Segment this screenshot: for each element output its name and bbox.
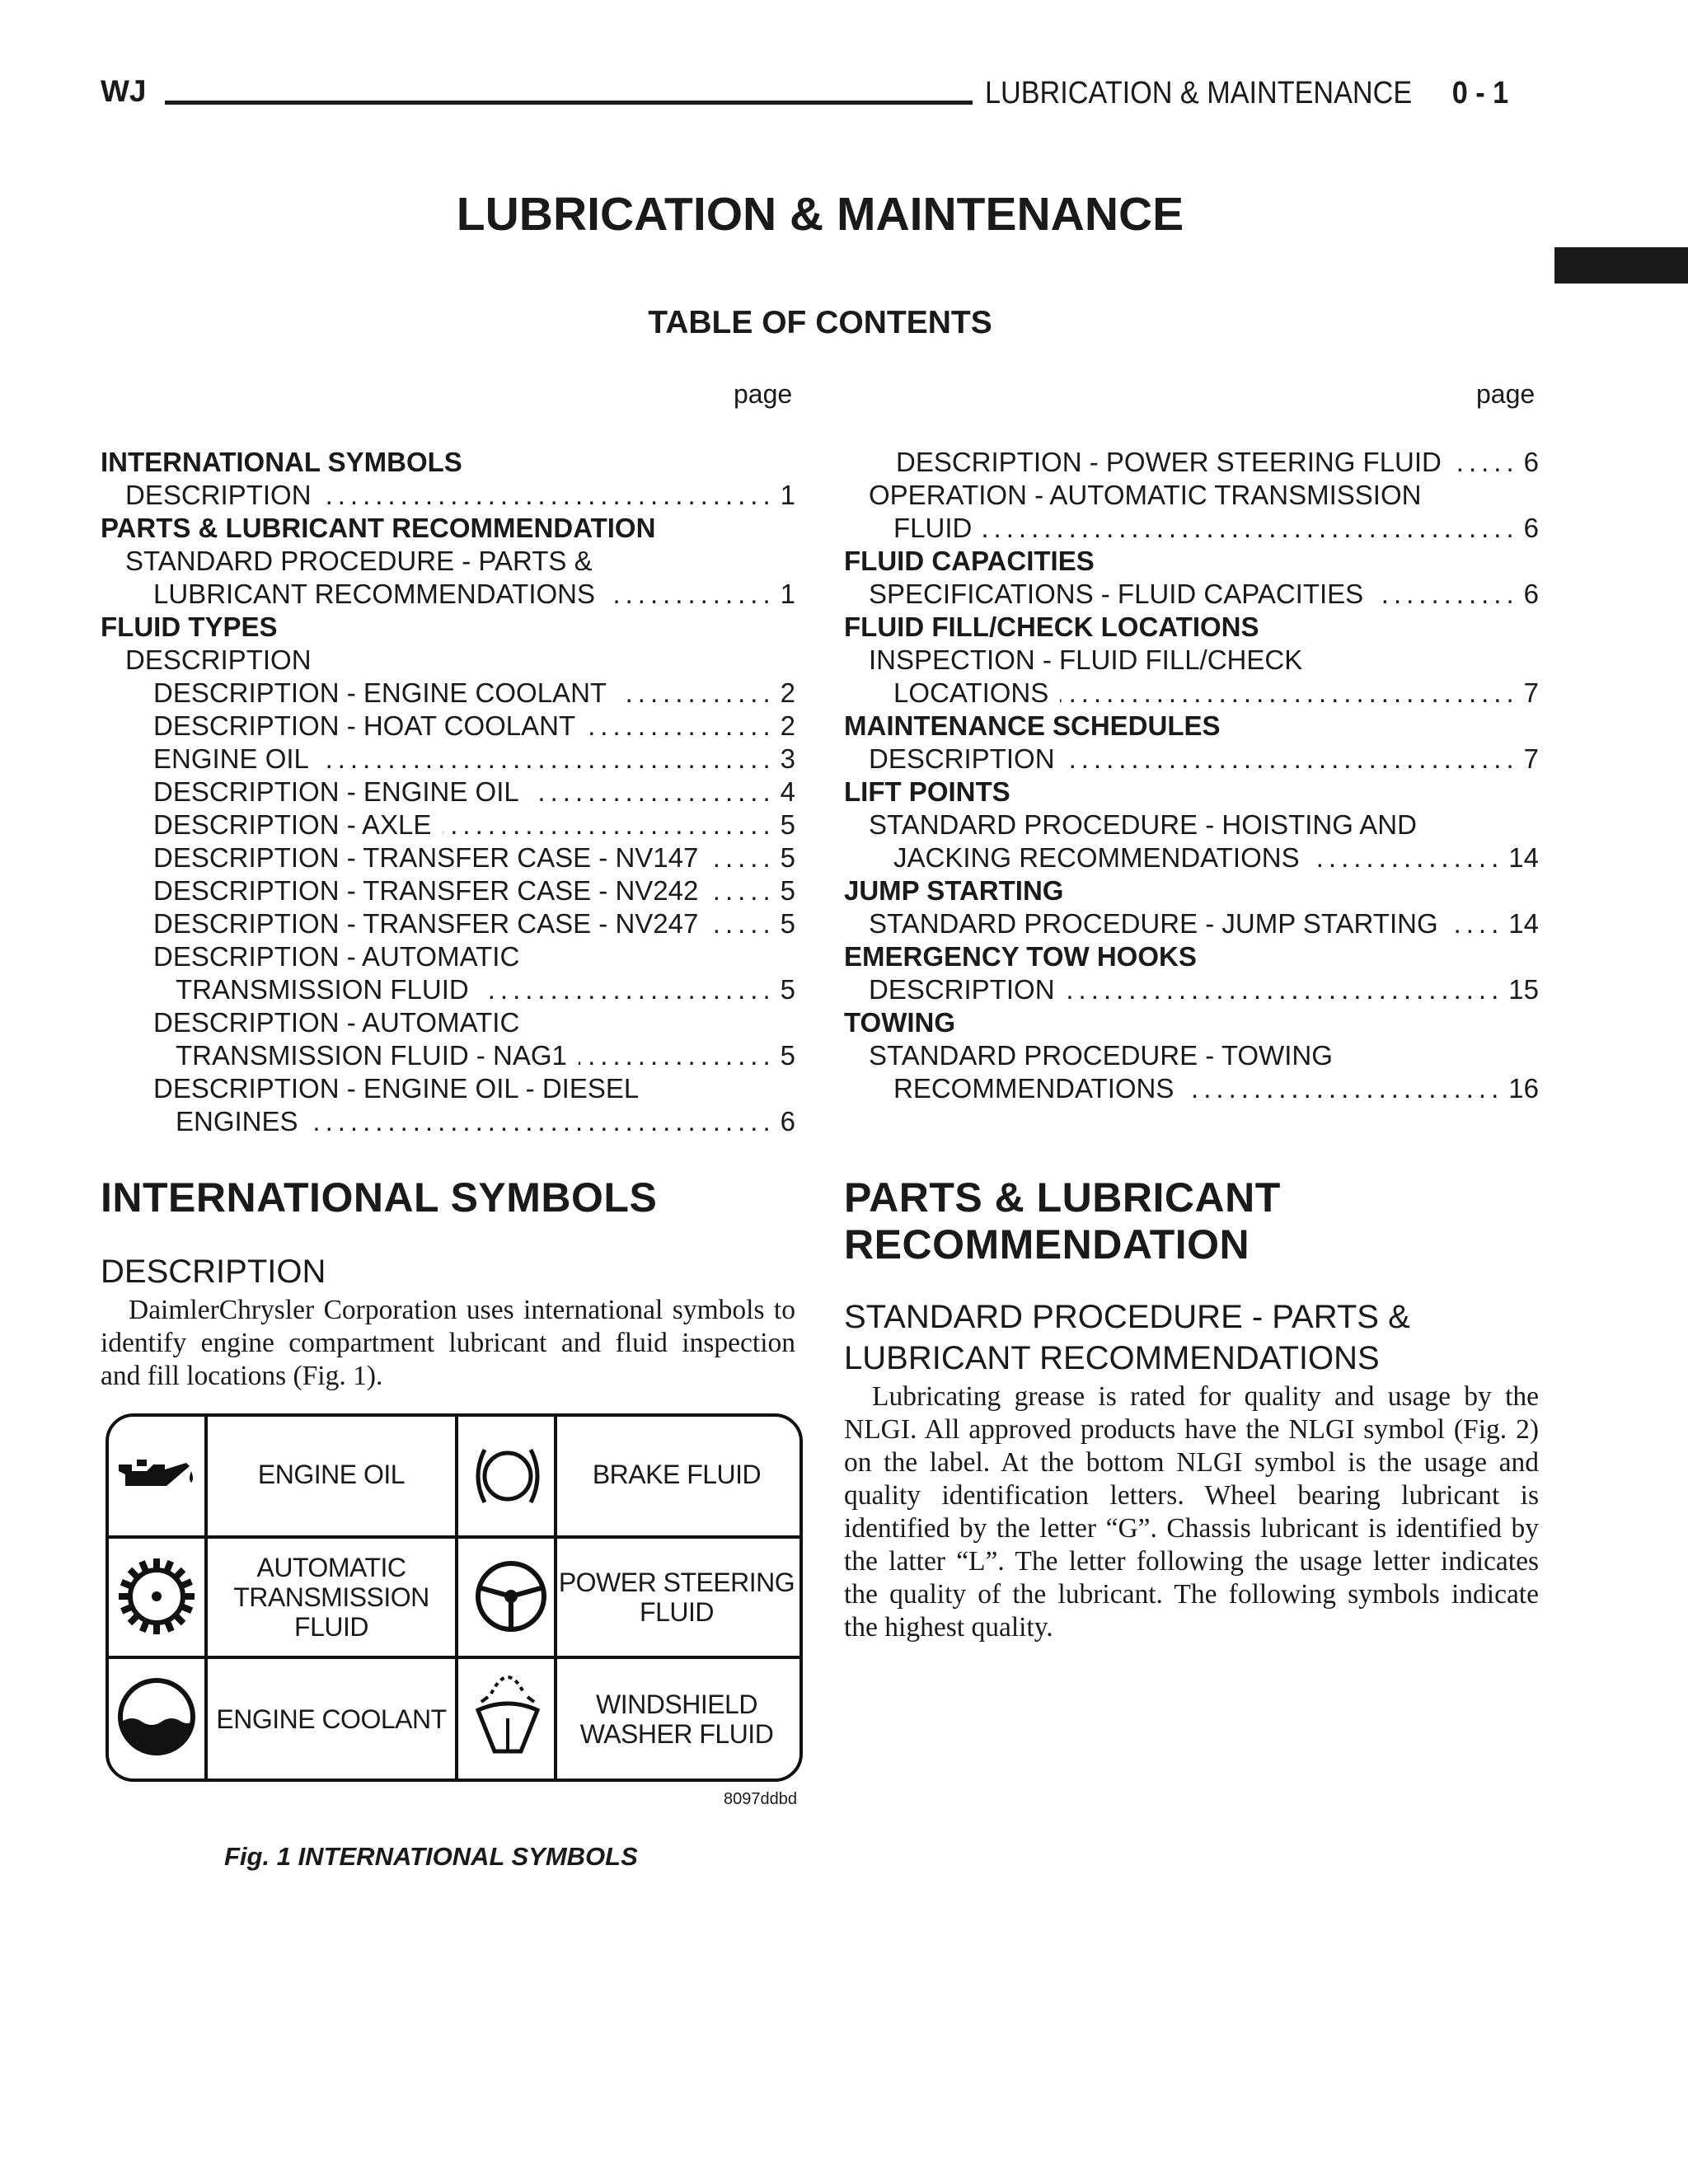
toc-entry xyxy=(844,545,1539,578)
oil-can-icon xyxy=(114,1446,199,1504)
toc-page-column-label: page xyxy=(1476,379,1536,409)
toc-entry-title: FLUID TYPES xyxy=(101,612,278,642)
toc-entry-page: 4 xyxy=(780,776,795,807)
toc-entry xyxy=(101,874,795,907)
toc-entry-title: DESCRIPTION - TRANSFER CASE - NV242 xyxy=(153,875,699,906)
section-tab-marker xyxy=(1554,247,1688,284)
toc-entry-title: DESCRIPTION - AUTOMATIC xyxy=(153,1007,520,1038)
toc-entry-title: DESCRIPTION xyxy=(125,480,312,510)
toc-entry-page: 5 xyxy=(780,875,795,906)
toc-entry xyxy=(844,808,1539,841)
toc-entry-title: DESCRIPTION - HOAT COOLANT xyxy=(153,710,576,741)
toc-entry-page: 5 xyxy=(780,809,795,840)
toc-entry xyxy=(101,1006,795,1039)
toc-entry xyxy=(844,611,1539,644)
toc-entry-page: 7 xyxy=(1523,677,1539,708)
toc-entry xyxy=(844,677,1539,710)
header-section xyxy=(985,76,1509,110)
figure-caption: Fig. 1 INTERNATIONAL SYMBOLS xyxy=(224,1842,638,1871)
toc-left-column xyxy=(101,446,795,1138)
steering-wheel-icon xyxy=(473,1558,549,1634)
toc-entry xyxy=(844,907,1539,940)
toc-entry xyxy=(101,743,795,776)
toc-entry-title: TOWING xyxy=(844,1007,956,1038)
toc-entry xyxy=(101,973,795,1006)
label-windshield-washer-fluid: WINDSHIELD WASHER FLUID xyxy=(579,1689,774,1749)
toc-entry-page: 14 xyxy=(1508,842,1539,873)
toc-dot-leader xyxy=(1450,907,1504,940)
toc-entry-title: JUMP STARTING xyxy=(844,875,1064,906)
toc-dot-leader xyxy=(587,710,775,743)
toc-dot-leader xyxy=(618,677,776,710)
toc-dot-leader xyxy=(710,841,775,874)
body-paragraph-parts-lubricant: Lubricating grease is rated for quality and usage by the NLGI. All approved products have the NLGI symbol (Fig. 2) on the label. At the bottom NLGI symbol is the usage and quality identification letters. Wheel bearing lubricant is identified by the letter “G”. Chassis lubricant is identified by the latter “L”. The letter following the usage letter indicates the quality of the lubricant. The following symbols indicate the highest quality. xyxy=(844,1381,1539,1643)
toc-entry-title: RECOMMENDATIONS xyxy=(893,1073,1175,1104)
header-section-title: LUBRICATION & MAINTENANCE xyxy=(985,76,1413,110)
toc-entry-page: 6 xyxy=(1523,579,1539,609)
toc-dot-leader xyxy=(607,578,776,611)
figure-code: 8097ddbd xyxy=(724,1790,797,1808)
toc-page-column-label: page xyxy=(734,379,793,409)
toc-entry-page: 6 xyxy=(1523,447,1539,477)
header-page-number: 0 - 1 xyxy=(1451,76,1509,110)
toc-entry xyxy=(101,644,795,677)
toc-entry-title: DESCRIPTION xyxy=(869,974,1055,1005)
section-heading-parts-lubricant: PARTS & LUBRICANT RECOMMENDATION xyxy=(844,1174,1281,1268)
toc-entry-title: SPECIFICATIONS - FLUID CAPACITIES xyxy=(869,579,1364,609)
toc-entry-page: 1 xyxy=(780,579,795,609)
toc-entry-title: STANDARD PROCEDURE - TOWING xyxy=(869,1040,1333,1071)
toc-entry-title: INTERNATIONAL SYMBOLS xyxy=(101,447,462,477)
toc-dot-leader xyxy=(1067,973,1504,1006)
toc-entry-page: 5 xyxy=(780,842,795,873)
toc-entry xyxy=(844,512,1539,545)
toc-entry xyxy=(101,841,795,874)
toc-entry xyxy=(844,940,1539,973)
toc-dot-leader xyxy=(531,776,776,808)
toc-entry xyxy=(844,710,1539,743)
header-rule xyxy=(165,101,973,105)
toc-entry-title: OPERATION - AUTOMATIC TRANSMISSION xyxy=(869,480,1422,510)
toc-dot-leader xyxy=(1060,677,1518,710)
toc-entry-title: DESCRIPTION xyxy=(869,743,1055,774)
toc-dot-leader xyxy=(983,512,1518,545)
toc-dot-leader xyxy=(481,973,776,1006)
header-model: WJ xyxy=(101,74,147,108)
toc-entry-page: 6 xyxy=(1523,513,1539,543)
figure-grid-line xyxy=(455,1413,458,1782)
toc-entry-page: 14 xyxy=(1508,908,1539,939)
toc-entry-title: LUBRICANT RECOMMENDATIONS xyxy=(153,579,595,609)
toc-entry-title: DESCRIPTION - ENGINE COOLANT xyxy=(153,677,607,708)
subheading-standard-procedure: STANDARD PROCEDURE - PARTS & LUBRICANT RECOMMENDATIONS xyxy=(844,1299,1410,1376)
toc-entry-title: ENGINES xyxy=(176,1106,298,1137)
subheading-description: DESCRIPTION xyxy=(101,1254,326,1290)
toc-entry-title: STANDARD PROCEDURE - JUMP STARTING xyxy=(869,908,1438,939)
toc-entry-title: DESCRIPTION - TRANSFER CASE - NV247 xyxy=(153,908,699,939)
toc-entry-page: 5 xyxy=(780,908,795,939)
toc-entry xyxy=(844,644,1539,677)
gear-icon xyxy=(114,1554,199,1639)
toc-entry-title: INSPECTION - FLUID FILL/CHECK xyxy=(869,644,1303,675)
toc-entry-title: DESCRIPTION - POWER STEERING FLUID xyxy=(896,447,1442,477)
toc-entry xyxy=(101,677,795,710)
toc-right-column xyxy=(844,446,1539,1105)
toc-entry xyxy=(844,973,1539,1006)
toc-entry-title: DESCRIPTION - AUTOMATIC xyxy=(153,941,520,972)
toc-entry-page: 16 xyxy=(1508,1073,1539,1104)
toc-entry-page: 3 xyxy=(780,743,795,774)
toc-entry-title: TRANSMISSION FLUID xyxy=(176,974,469,1005)
toc-heading: TABLE OF CONTENTS xyxy=(648,305,992,340)
label-automatic-transmission-fluid: AUTOMATIC TRANSMISSION FLUID xyxy=(233,1553,429,1642)
toc-dot-leader xyxy=(323,479,776,512)
toc-entry-title: FLUID xyxy=(893,513,973,543)
toc-entry xyxy=(101,710,795,743)
label-engine-coolant: ENGINE COOLANT xyxy=(216,1704,447,1734)
toc-dot-leader xyxy=(321,743,776,776)
toc-entry xyxy=(844,841,1539,874)
toc-entry-title: FLUID FILL/CHECK LOCATIONS xyxy=(844,612,1259,642)
washer-icon xyxy=(467,1669,549,1760)
toc-entry xyxy=(844,1006,1539,1039)
toc-entry xyxy=(101,776,795,808)
toc-entry-page: 6 xyxy=(780,1106,795,1137)
toc-entry-title: DESCRIPTION - TRANSFER CASE - NV147 xyxy=(153,842,699,873)
toc-entry xyxy=(101,446,795,479)
toc-dot-leader xyxy=(1311,841,1504,874)
toc-entry-title: JACKING RECOMMENDATIONS xyxy=(893,842,1300,873)
toc-entry-page: 2 xyxy=(780,710,795,741)
toc-entry xyxy=(101,611,795,644)
toc-entry xyxy=(844,578,1539,611)
toc-entry-page: 5 xyxy=(780,1040,795,1071)
toc-entry xyxy=(101,940,795,973)
toc-dot-leader xyxy=(1185,1072,1503,1105)
toc-entry xyxy=(101,512,795,545)
toc-entry xyxy=(844,446,1539,479)
toc-entry-title: MAINTENANCE SCHEDULES xyxy=(844,710,1221,741)
toc-dot-leader xyxy=(579,1039,776,1072)
brake-icon xyxy=(467,1435,549,1517)
toc-entry xyxy=(101,1105,795,1138)
toc-entry-page: 15 xyxy=(1508,974,1539,1005)
section-heading-international-symbols: INTERNATIONAL SYMBOLS xyxy=(101,1174,658,1221)
toc-dot-leader xyxy=(710,907,775,940)
toc-dot-leader xyxy=(310,1105,776,1138)
toc-dot-leader xyxy=(1453,446,1519,479)
label-power-steering-fluid: POWER STEERING FLUID xyxy=(558,1568,795,1627)
toc-dot-leader xyxy=(1067,743,1519,776)
toc-entry-title: PARTS & LUBRICANT RECOMMENDATION xyxy=(101,513,656,543)
toc-entry xyxy=(101,1072,795,1105)
toc-entry-page: 5 xyxy=(780,974,795,1005)
toc-entry-page: 2 xyxy=(780,677,795,708)
toc-entry-title: DESCRIPTION - ENGINE OIL - DIESEL xyxy=(153,1073,640,1104)
toc-entry xyxy=(844,776,1539,808)
toc-entry-page: 1 xyxy=(780,480,795,510)
toc-entry xyxy=(844,479,1539,512)
toc-dot-leader xyxy=(443,808,775,841)
toc-entry xyxy=(101,578,795,611)
body-paragraph-international-symbols: DaimlerChrysler Corporation uses international symbols to identify engine compartment lubricant and fluid inspection and fill locations (Fig. 1). xyxy=(101,1295,795,1391)
toc-entry xyxy=(101,808,795,841)
toc-entry-title: EMERGENCY TOW HOOKS xyxy=(844,941,1197,972)
label-engine-oil: ENGINE OIL xyxy=(257,1460,406,1489)
toc-dot-leader xyxy=(710,874,775,907)
toc-entry xyxy=(101,545,795,578)
toc-entry xyxy=(844,1039,1539,1072)
toc-entry-title: LOCATIONS xyxy=(893,677,1049,708)
coolant-icon xyxy=(115,1675,198,1758)
toc-entry-title: STANDARD PROCEDURE - HOISTING AND xyxy=(869,809,1417,840)
toc-entry-title: FLUID CAPACITIES xyxy=(844,546,1095,576)
toc-entry xyxy=(101,907,795,940)
toc-entry-title: DESCRIPTION - AXLE xyxy=(153,809,432,840)
toc-dot-leader xyxy=(1375,578,1518,611)
toc-entry-title: DESCRIPTION - ENGINE OIL xyxy=(153,776,519,807)
toc-entry-title: STANDARD PROCEDURE - PARTS & xyxy=(125,546,593,576)
figure-international-symbols xyxy=(106,1413,801,1780)
page-title: LUBRICATION & MAINTENANCE xyxy=(456,188,1184,241)
toc-entry xyxy=(101,479,795,512)
toc-entry-title: TRANSMISSION FLUID - NAG1 xyxy=(176,1040,567,1071)
toc-entry-title: ENGINE OIL xyxy=(153,743,309,774)
toc-entry-title: DESCRIPTION xyxy=(125,644,312,675)
toc-entry xyxy=(844,874,1539,907)
toc-entry xyxy=(844,743,1539,776)
toc-entry-title: LIFT POINTS xyxy=(844,776,1010,807)
toc-entry xyxy=(101,1039,795,1072)
label-brake-fluid: BRAKE FLUID xyxy=(592,1460,762,1489)
toc-entry-page: 7 xyxy=(1523,743,1539,774)
toc-entry xyxy=(844,1072,1539,1105)
